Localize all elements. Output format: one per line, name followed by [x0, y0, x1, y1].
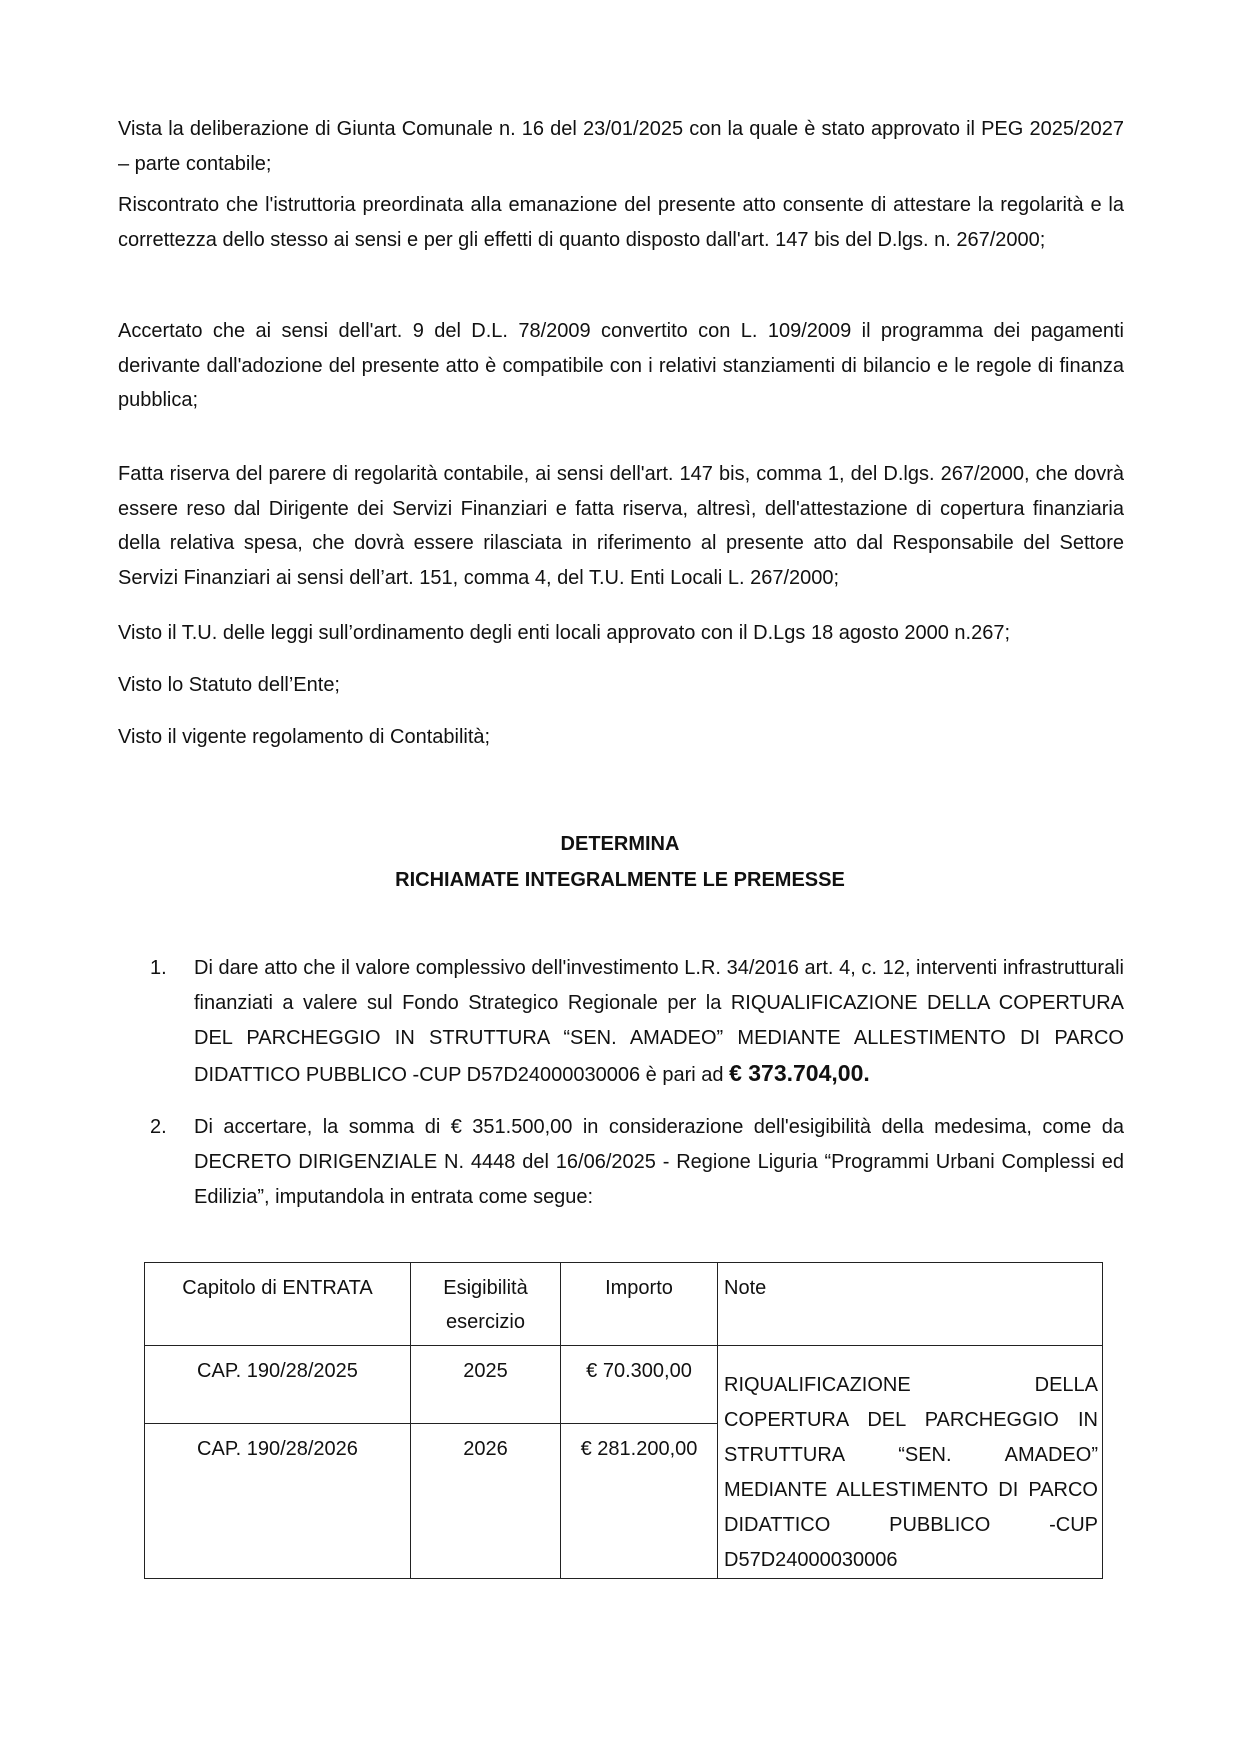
premessa-riserva: Fatta riserva del parere di regolarità contabile, ai sensi dell'art. 147 bis, comma 1, del D.lgs. 267/2000, che dovrà essere reso dal Dirigente dei Servizi Finanziari e fatta riserva, altresì, dell'attestazione di copertura finanziaria della relativa spesa, che dovrà essere rilasciata in riferimento al presente atto dal Responsabile del Settore Servizi Finanziari ai sensi dell’art. 151, comma 4, del T.U. Enti Locali L. 267/2000;: [118, 463, 1124, 589]
premessa-regolamento: Visto il vigente regolamento di Contabilità;: [118, 726, 491, 748]
premessa-peg: Vista la deliberazione di Giunta Comunale n. 16 del 23/01/2025 con la quale è stato approvato il PEG 2025/2027 – parte contabile;: [118, 118, 1124, 175]
premessa-tu: Visto il T.U. delle leggi sull’ordinamento degli enti locali approvato con il D.Lgs 18 agosto 2000 n.267;: [118, 622, 1011, 644]
row-2-capitolo: CAP. 190/28/2026: [145, 1424, 411, 1579]
note-cell: [718, 1346, 1103, 1579]
point-2-number: 2.: [150, 1116, 167, 1138]
point-1-amount: € 373.704,00.: [729, 1060, 870, 1086]
table-row: [145, 1346, 1103, 1424]
row-1-importo: € 70.300,00: [561, 1346, 718, 1424]
header-importo: Importo: [561, 1263, 718, 1346]
header-note: Note: [718, 1263, 1103, 1346]
point-2-text: Di accertare, la somma di € 351.500,00 in considerazione dell'esigibilità della medesima, come da DECRETO DIRIGENZIALE N. 4448 del 16/06/2025 - Regione Liguria “Programmi Urbani Complessi ed Edilizia”, imputandola in entrata come segue:: [194, 1116, 1124, 1208]
note-text: RIQUALIFICAZIONE DELLA COPERTURA DEL PARCHEGGIO IN STRUTTURA “SEN. AMADEO” MEDIANTE ALLESTIMENTO DI PARCO DIDATTICO PUBBLICO -CUP D57D24000030006: [724, 1374, 1098, 1571]
heading-richiamate: RICHIAMATE INTEGRALMENTE LE PREMESSE: [395, 869, 845, 891]
point-1-text: [194, 951, 1124, 1093]
premessa-pagamenti: Accertato che ai sensi dell'art. 9 del D.L. 78/2009 convertito con L. 109/2009 il programma dei pagamenti derivante dall'adozione del presente atto è compatibile con i relativi stanziamenti di bilancio e le regole di finanza pubblica;: [118, 320, 1124, 411]
heading-determina: DETERMINA: [560, 833, 680, 855]
table-header-row: [145, 1263, 1103, 1346]
entrate-table: [144, 1262, 1103, 1579]
point-1-body: Di dare atto che il valore complessivo dell'investimento L.R. 34/2016 art. 4, c. 12, interventi infrastrutturali finanziati a valere sul Fondo Strategico Regionale per la RIQUALIFICAZIONE DELLA COPERTURA DEL PARCHEGGIO IN STRUTTURA “SEN. AMADEO” MEDIANTE ALLESTIMENTO DI PARCO DIDATTICO PUBBLICO -CUP D57D24000030006 è pari ad: [194, 957, 1124, 1086]
row-1-capitolo: CAP. 190/28/2025: [145, 1346, 411, 1424]
header-esigibilita-text: Esigibilità esercizio: [443, 1277, 528, 1333]
header-capitolo: Capitolo di ENTRATA: [145, 1263, 411, 1346]
premessa-istruttoria: Riscontrato che l'istruttoria preordinata alla emanazione del presente atto consente di attestare la regolarità e la correttezza dello stesso ai sensi e per gli effetti di quanto disposto dall'art. 147 bis del D.lgs. n. 267/2000;: [118, 194, 1124, 251]
row-2-esercizio: 2026: [411, 1424, 561, 1579]
header-esigibilita: [411, 1263, 561, 1346]
row-1-esercizio: 2025: [411, 1346, 561, 1424]
point-1: [150, 951, 1124, 1131]
premessa-statuto: Visto lo Statuto dell’Ente;: [118, 674, 340, 696]
point-1-number: 1.: [150, 957, 167, 979]
row-2-importo: € 281.200,00: [561, 1424, 718, 1579]
point-2: [150, 1110, 1124, 1230]
